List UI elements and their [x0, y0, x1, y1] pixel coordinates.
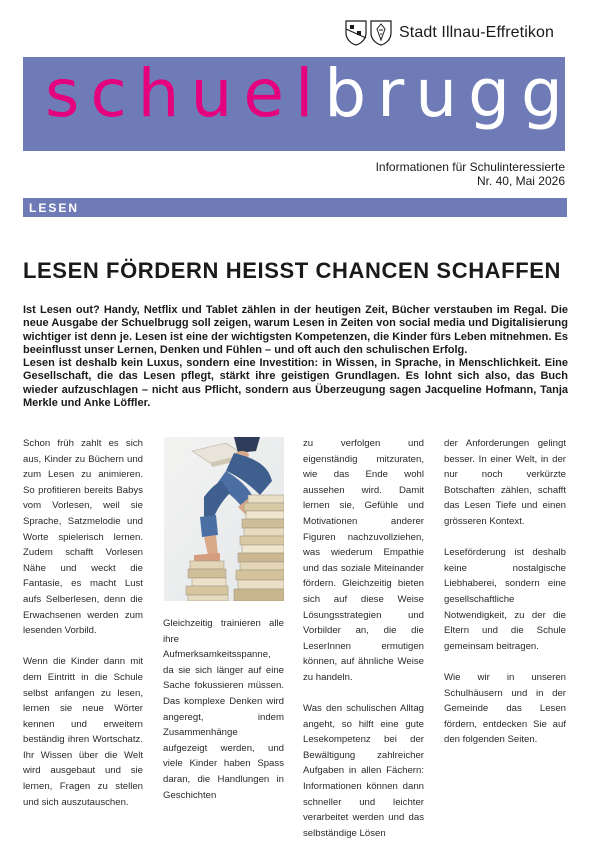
- intro-paragraph: Ist Lesen out? Handy, Netflix und Tablet zählen in der heutigen Zeit, Bücher verstauben im Regal. Die neue Ausgabe der Schuelbrugg soll zeigen, warum Lesen in Zeiten von social media und Digitalisierung wichtiger ist denn je. Lesen ist eine der wichtigsten Kompetenzen, die Kinder fürs Leben mitnehmen. Es beeinflusst unser Lernen, Denken und Fühlen – und oft auch den schulischen Erfolg.: [23, 304, 568, 356]
- text-column-3: [303, 436, 424, 841]
- text-column-1: [23, 436, 143, 810]
- coat-of-arms-icon: [370, 20, 392, 46]
- article-intro: [23, 304, 568, 410]
- text-column-4: [444, 436, 566, 748]
- issue-info: [376, 160, 565, 188]
- section-bar: [23, 198, 567, 217]
- masthead-title: [45, 55, 574, 132]
- body-paragraph: Schon früh zahlt es sich aus, Kinder zu Büchern und zum Lesen zu animieren. So profitieren bereits Babys vom Vorlesen, weil sie Sprache, Satzmelodie und Worte spielerisch lernen. Zudem schafft Vorlesen Nähe und weckt die Fantasie, es macht Lust aufs Selberlesen, denn die Erwachsenen werden zum lesenden Vorbild.: [23, 438, 143, 637]
- city-logo: [345, 20, 554, 46]
- body-paragraph: Wenn die Kinder dann mit dem Eintritt in die Schule selbst anfangen zu lesen, lernen sie neue Wörter kennen und erweitern beständig ihren Wortschatz. Ihr Wissen über die Welt wird ausgebaut und sie lernen, Fragen zu stellen und sich auszutauschen.: [23, 656, 143, 808]
- masthead-title-part2: brugg: [324, 55, 574, 132]
- body-paragraph: der Anforderungen gelingt besser. In einer Welt, in der nur noch verkürzte Botschaften zählen, schafft das Lesen Tiefe und einen grösseren Kontext.: [444, 438, 566, 527]
- masthead-title-part1: schuel: [45, 55, 325, 132]
- section-label: LESEN: [29, 201, 80, 215]
- body-paragraph: Was den schulischen Alltag angeht, so hilft eine gute Lesekompetenz bei der Bewältigung zahlreicher Aufgaben in allen Fächern: Informationen können dann schneller und leichter verarbeitet werden und das selbständige Lösen: [303, 703, 424, 839]
- body-paragraph: zu verfolgen und eigenständig mitzuraten, wie das Ende wohl aussehen wird. Damit lernen sie, Gefühle und Motivationen anderer Figuren nachzuvollziehen, was wiederum Empathie und das soziale Miteinander fördern. Gleichzeitig bieten sich auf diese Weise Lösungsstrategien und Vorbilder an, die die LeserInnen ermutigen können, auf ähnliche Weise zu handeln.: [303, 438, 424, 683]
- masthead-banner: [23, 55, 574, 151]
- coat-of-arms-icon: [345, 20, 367, 46]
- child-sitting-on-books-photo: [164, 437, 284, 601]
- text-column-2: [163, 616, 284, 803]
- article-headline: LESEN FÖRDERN HEISST CHANCEN SCHAFFEN: [23, 258, 562, 283]
- city-name: Stadt Illnau-Effretikon: [399, 24, 554, 41]
- body-paragraph: Gleichzeitig trainieren alle ihre Aufmerksamkeitsspanne, da sie sich länger auf eine Sache fokussieren müssen. Das komplexe Denken wird angeregt, indem Zusammenhänge aufgezeigt werden, und viele Kinder haben Spass daran, die Handlungen in Geschichten: [163, 618, 284, 801]
- issue-subtitle: Informationen für Schulinteressierte: [375, 160, 565, 174]
- body-paragraph: Wie wir in unseren Schulhäusern und in der Gemeinde das Lesen fördern, entdecken Sie auf den folgenden Seiten.: [444, 671, 566, 746]
- intro-paragraph: Lesen ist deshalb kein Luxus, sondern eine Investition: in Wissen, in Sprache, in Menschlichkeit. Eine Gesellschaft, die das Lesen pflegt, stärkt ihre geistigen Grundlagen. Es lohnt sich also, das Buch wieder aufzuschlagen – nicht aus Pflicht, sondern aus Überzeugung sagen Jacqueline Hofmann, Tanja Merkle und Anke Löffler.: [23, 357, 568, 410]
- body-paragraph: Leseförderung ist deshalb keine nostalgische Liebhaberei, sondern eine gesellschaftliche Notwendigkeit, zu der die Eltern und die Schule gemeinsam beitragen.: [444, 547, 566, 652]
- issue-number: Nr. 40, Mai 2026: [476, 174, 565, 188]
